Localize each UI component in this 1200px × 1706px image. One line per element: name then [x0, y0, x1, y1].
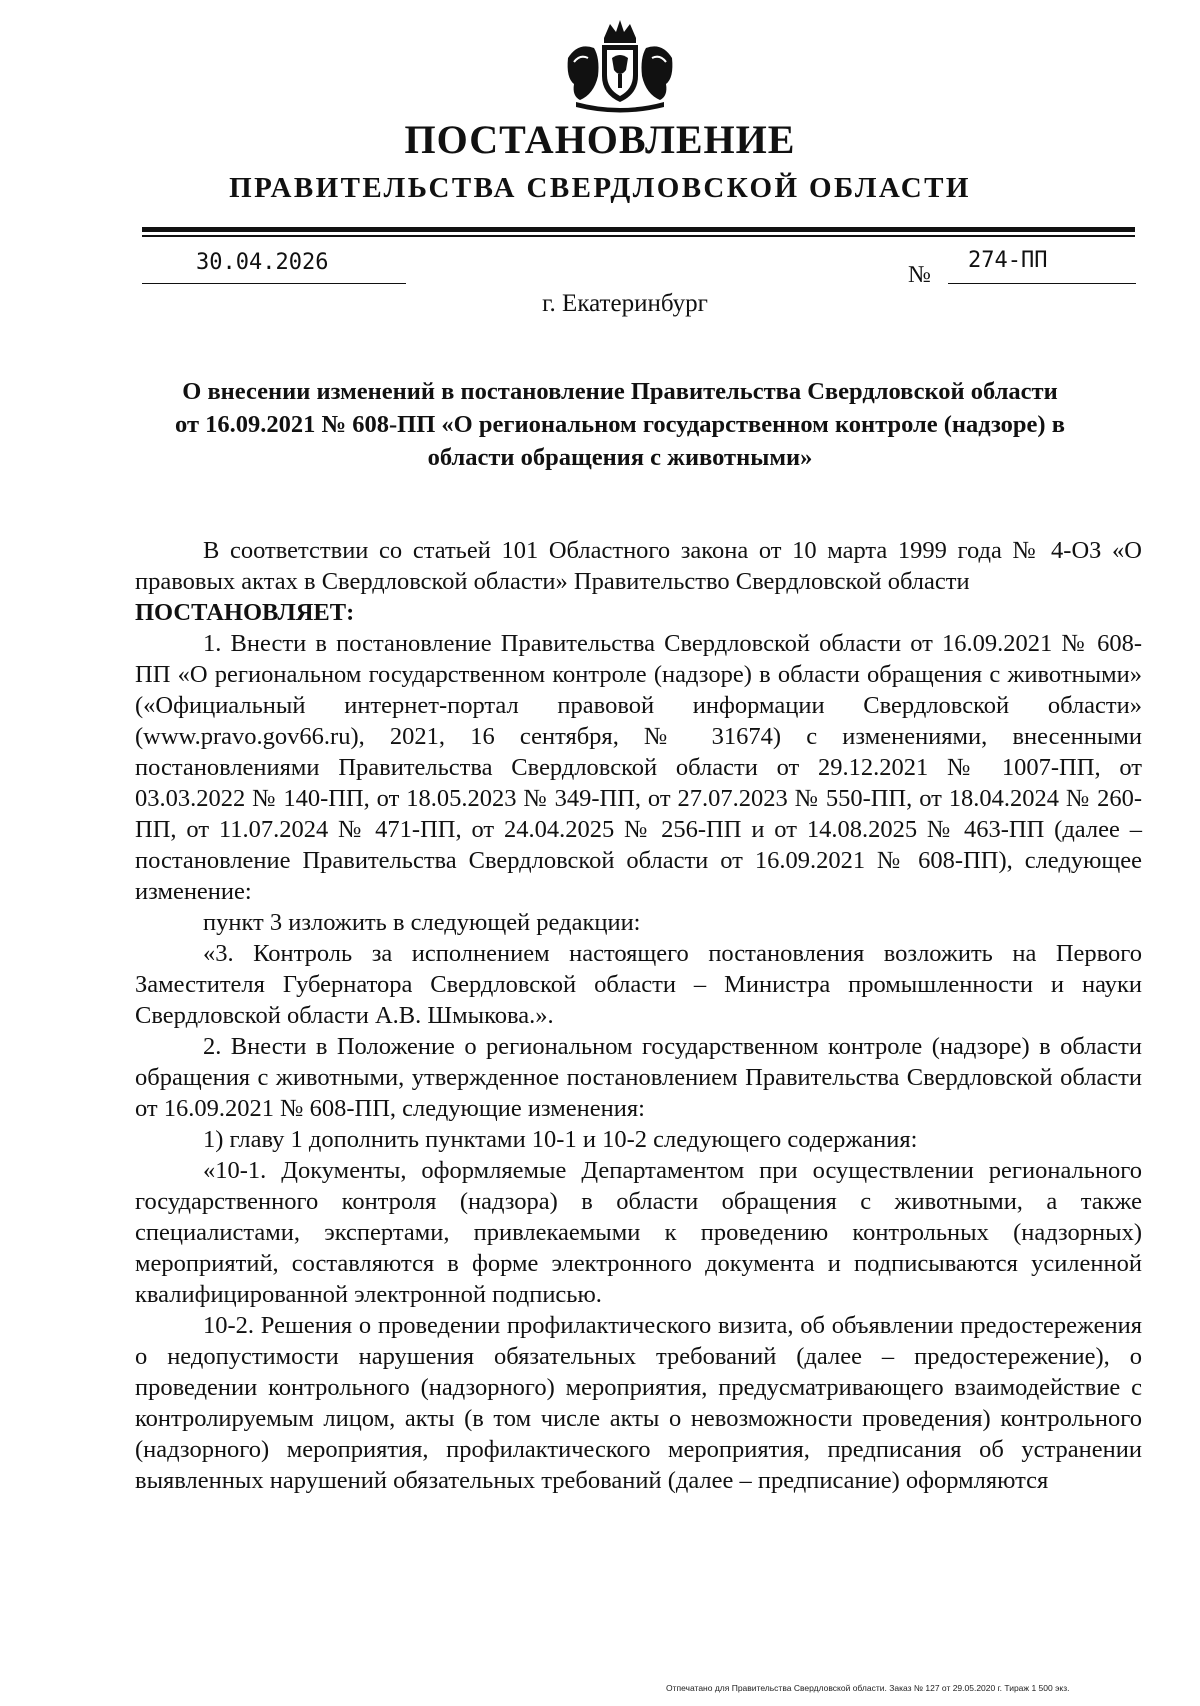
- clause-1-paragraph: 1. Внести в постановление Правительства Свердловской области от 16.09.2021 № 608-ПП «О региональном государственном контроле (надзоре) в области обращения с животными» («Официальный интернет-портал правовой информации Свердловской области» (www.pravo.gov66.ru), 2021, 16 сентября, № 31674) с изменениями, внесенными постановлениями Правительства Свердловской области от 29.12.2021 № 1007-ПП, от 03.03.2022 № 140-ПП, от 18.05.2023 № 349-ПП, от 27.07.2023 № 550-ПП, от 18.04.2024 № 260-ПП, от 11.07.2024 № 471-ПП, от 24.04.2025 № 256-ПП и от 14.08.2025 № 463-ПП (далее – постановление Правительства Свердловской области от 16.09.2021 № 608-ПП), следующее изменение:: [135, 630, 1142, 905]
- clause-2-paragraph: 2. Внести в Положение о региональном государственном контроле (надзоре) в области обращения с животными, утвержденное постановлением Правительства Свердловской области от 16.09.2021 № 608-ПП, следующие изменения:: [135, 1033, 1142, 1122]
- document-type-heading: ПОСТАНОВЛЕНИЕ: [404, 117, 796, 162]
- issuer-heading: ПРАВИТЕЛЬСТВА СВЕРДЛОВСКОЙ ОБЛАСТИ: [229, 172, 971, 204]
- document-date: 30.04.2026: [196, 250, 329, 275]
- number-sign: №: [908, 262, 931, 288]
- decree-word: ПОСТАНОВЛЯЕТ:: [135, 599, 355, 626]
- print-note: Отпечатано для Правительства Свердловской области. Заказ № 127 от 29.05.2020 г. Тираж 1 500 экз.: [666, 1683, 1070, 1693]
- clause-1-subparagraph: пункт 3 изложить в следующей редакции:: [203, 909, 641, 936]
- document-number: 274-ПП: [968, 248, 1048, 273]
- date-underline: [142, 283, 406, 284]
- city-line: г. Екатеринбург: [542, 290, 708, 317]
- header-divider-thin: [142, 235, 1135, 237]
- point-10-2-paragraph: 10-2. Решения о проведении профилактического визита, об объявлении предостережения о недопустимости нарушения обязательных требований (далее – предостережение), о проведении контрольного (надзорного) мероприятия, предусматривающего взаимодействие с контролируемым лицом, акты (в том числе акты о невозможности проведения) контрольного (надзорного) мероприятия, профилактического мероприятия, предписания об устранении выявленных нарушений обязательных требований (далее – предписание) оформляются: [135, 1312, 1142, 1494]
- document-title: О внесении изменений в постановление Правительства Свердловской области от 16.09.2021 № 608-ПП «О региональном государственном контроле (надзоре) в области обращения с животными»: [175, 378, 1065, 471]
- header-divider: [142, 227, 1135, 232]
- decree-line: [135, 597, 1142, 628]
- clause-1-quote: «3. Контроль за исполнением настоящего постановления возложить на Первого Заместителя Губернатора Свердловской области – Министра промышленности и науки Свердловской области А.В. Шмыкова.».: [135, 940, 1142, 1029]
- preamble-paragraph: В соответствии со статьей 101 Областного закона от 10 марта 1999 года № 4-ОЗ «О правовых актах в Свердловской области» Правительство Свердловской области: [135, 537, 1142, 595]
- document-body: [135, 535, 1142, 1496]
- clause-2-subparagraph: 1) главу 1 дополнить пунктами 10-1 и 10-2 следующего содержания:: [203, 1126, 918, 1153]
- point-10-1-paragraph: «10-1. Документы, оформляемые Департаментом при осуществлении регионального государственного контроля (надзора) в области обращения с животными, а также специалистами, экспертами, привлекаемыми к проведению контрольных (надзорных) мероприятий, составляются в форме электронного документа и подписываются усиленной квалифицированной электронной подписью.: [135, 1157, 1142, 1308]
- coat-of-arms-icon: [560, 18, 680, 113]
- number-underline: [948, 283, 1136, 284]
